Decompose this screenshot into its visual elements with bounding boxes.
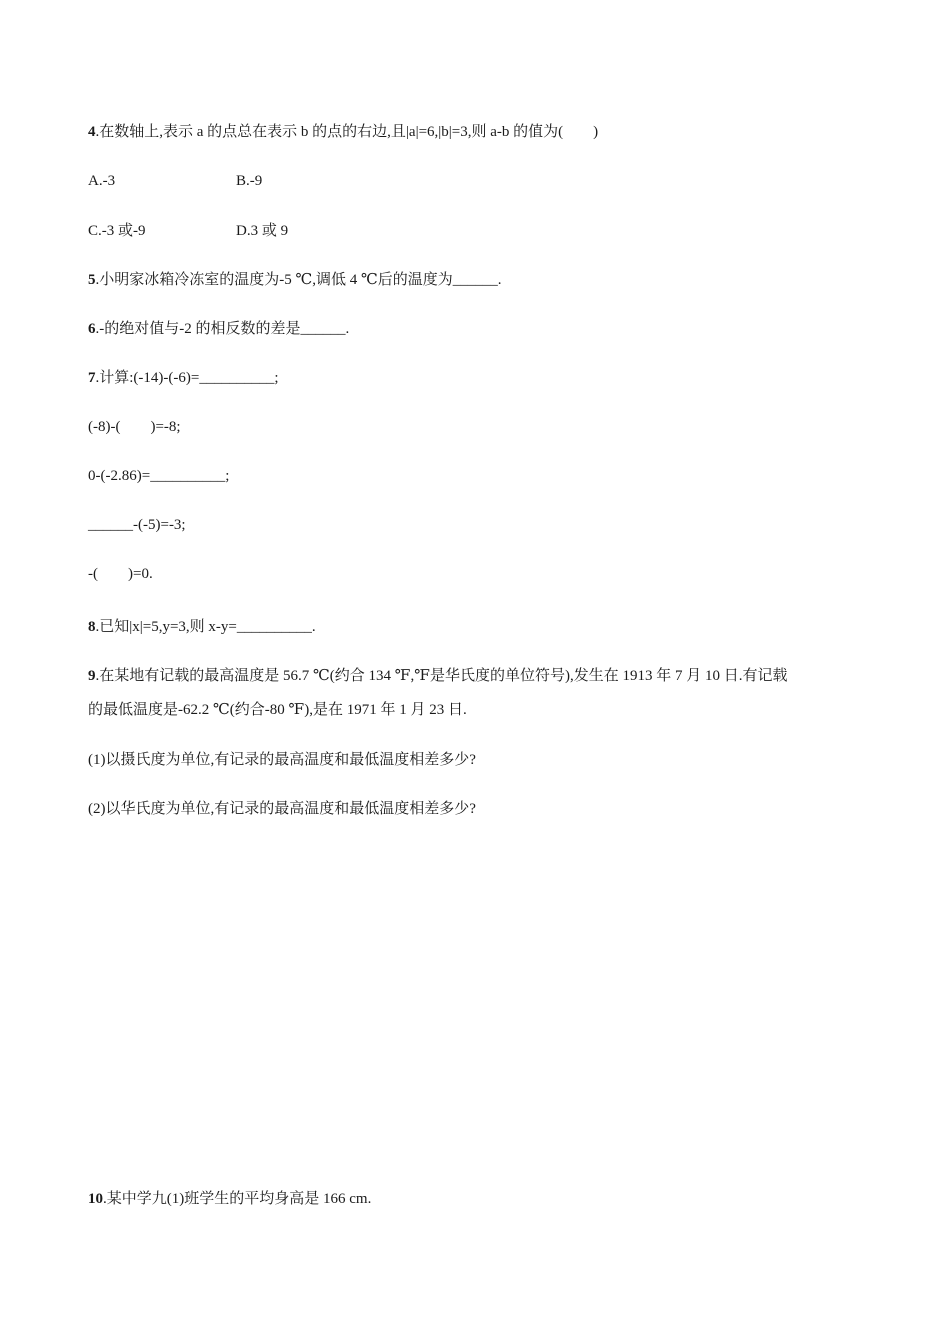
question-4-options-row-2 xyxy=(88,221,146,241)
question-10-text: .某中学九(1)班学生的平均身高是 166 cm. xyxy=(103,1191,372,1207)
question-9-number: 9 xyxy=(88,668,96,684)
question-7-line-4: ______-(-5)=-3; xyxy=(88,517,186,533)
question-9-text: .在某地有记载的最高温度是 56.7 ℃(约合 134 ℉,℉是华氏度的单位符号),发生在 1913 年 7 月 10 日.有记载 xyxy=(95,668,788,684)
question-9-subquestion-2: (2)以华氏度为单位,有记录的最高温度和最低温度相差多少? xyxy=(88,801,476,817)
question-10 xyxy=(88,1189,371,1209)
question-4-option-b: B.-9 xyxy=(236,173,263,189)
question-4-text: .在数轴上,表示 a 的点总在表示 b 的点的右边,且|a|=6,|b|=3,则 a-b 的值为( ) xyxy=(95,124,599,140)
question-7 xyxy=(88,368,279,388)
question-8-number: 8 xyxy=(88,619,96,635)
question-4-number: 4 xyxy=(88,124,96,140)
question-9 xyxy=(88,666,787,686)
question-9-text-continued: 的最低温度是-62.2 ℃(约合-80 ℉),是在 1971 年 1 月 23 日. xyxy=(88,702,467,718)
question-8-text: .已知|x|=5,y=3,则 x-y=__________. xyxy=(95,619,316,635)
question-4-stem xyxy=(88,122,598,142)
question-9-subquestion-1: (1)以摄氏度为单位,有记录的最高温度和最低温度相差多少? xyxy=(88,752,476,768)
question-4-options-row-1 xyxy=(88,171,115,191)
question-7-line-5: -( )=0. xyxy=(88,566,153,582)
question-7-text: .计算:(-14)-(-6)=__________; xyxy=(95,370,279,386)
question-4-option-c: C.-3 或-9 xyxy=(88,223,146,239)
question-5-text: .小明家冰箱冷冻室的温度为-5 ℃,调低 4 ℃后的温度为______. xyxy=(95,272,502,288)
question-10-number: 10 xyxy=(88,1191,103,1207)
question-4-option-a: A.-3 xyxy=(88,173,116,189)
question-7-line-3: 0-(-2.86)=__________; xyxy=(88,468,230,484)
question-6-text: .-的绝对值与-2 的相反数的差是______. xyxy=(95,321,350,337)
question-4-option-d: D.3 或 9 xyxy=(236,223,289,239)
question-8 xyxy=(88,617,316,637)
question-5 xyxy=(88,270,502,290)
question-6-number: 6 xyxy=(88,321,96,337)
question-7-number: 7 xyxy=(88,370,96,386)
question-7-line-2: (-8)-( )=-8; xyxy=(88,419,181,435)
question-5-number: 5 xyxy=(88,272,96,288)
question-6 xyxy=(88,319,349,339)
